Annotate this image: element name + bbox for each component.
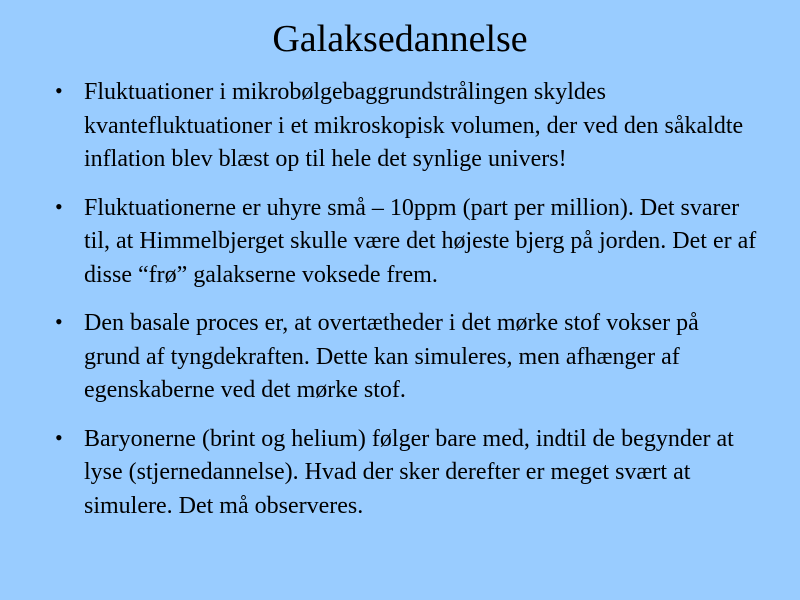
bullet-point-icon: • xyxy=(55,193,63,219)
bullet-point-icon: • xyxy=(55,78,63,103)
bullet-item xyxy=(0,76,800,177)
bullet-text: Fluktuationer i mikrobølgebaggrundstrålingen skyldes kvantefluktuationer i et mikroskopisk volumen, der ved den såkaldte inflation blev blæst op til hele det synlige univers! xyxy=(84,79,744,172)
bullet-item xyxy=(0,192,800,293)
bullet-item xyxy=(0,307,800,408)
bullet-text: Baryonerne (brint og helium) følger bare med, indtil de begynder at lyse (stjernedannelse). Hvad der sker derefter er meget svært at simulere. Det må observeres. xyxy=(84,425,734,519)
bullet-text: Den basale proces er, at overtætheder i det mørke stof vokser på grund af tyngdekraften. Dette kan simuleres, men afhænger af egenskaberne ved det mørke stof. xyxy=(84,310,699,403)
bullet-text: Fluktuationerne er uhyre små – 10ppm (part per million). Det svarer til, at Himmelbjerget skulle være det højeste bjerg på jorden. Det er af disse “frø” galakserne voksede frem. xyxy=(84,194,757,288)
bullet-list xyxy=(0,76,800,523)
bullet-item xyxy=(0,423,800,524)
bullet-point-icon: • xyxy=(55,309,63,334)
bullet-point-icon: • xyxy=(55,424,63,450)
slide-title: Galaksedannelse xyxy=(272,18,528,60)
